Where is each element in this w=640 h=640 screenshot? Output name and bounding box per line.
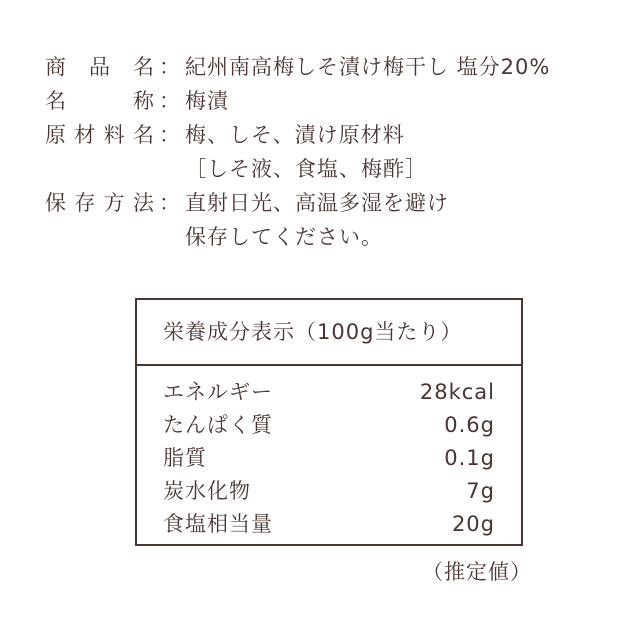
label-row-storage bbox=[45, 186, 605, 254]
nutrition-row-carbohydrate bbox=[163, 475, 495, 508]
nutrition-row-energy bbox=[163, 376, 495, 409]
label-row-name bbox=[45, 84, 605, 118]
value-line: ［しそ液、食塩、梅酢］ bbox=[185, 157, 427, 181]
key-char: 名 bbox=[132, 123, 155, 147]
label-value bbox=[185, 118, 605, 186]
label-value bbox=[185, 186, 605, 254]
value-line: 保存してください。 bbox=[185, 225, 383, 249]
key-char: 保 bbox=[45, 191, 67, 215]
label-value bbox=[185, 50, 605, 84]
key-char: 商 bbox=[45, 55, 67, 79]
key-char: 名 bbox=[133, 55, 155, 79]
nutrient-name: たんぱく質 bbox=[163, 413, 273, 437]
label-separator: ： bbox=[159, 55, 181, 79]
nutrient-value: 20g bbox=[451, 512, 495, 536]
key-char: 方 bbox=[103, 191, 126, 215]
label-value bbox=[185, 84, 605, 118]
label-separator: ： bbox=[159, 191, 181, 215]
key-char: 法 bbox=[132, 191, 155, 215]
label-key bbox=[45, 84, 155, 118]
product-label bbox=[45, 50, 605, 254]
nutrient-value: 0.6g bbox=[444, 413, 495, 437]
label-separator: ： bbox=[159, 123, 181, 147]
label-key bbox=[45, 50, 155, 84]
nutrition-items bbox=[137, 366, 521, 541]
nutrition-row-salt bbox=[163, 508, 495, 541]
nutrient-name: 脂質 bbox=[163, 446, 207, 470]
nutrient-value: 7g bbox=[466, 479, 495, 503]
nutrient-value: 28kcal bbox=[419, 380, 495, 404]
key-char: 材 bbox=[74, 123, 97, 147]
key-char: 料 bbox=[103, 123, 126, 147]
key-char: 称 bbox=[133, 89, 155, 113]
key-char: 原 bbox=[45, 123, 67, 147]
key-char: 名 bbox=[45, 89, 67, 113]
nutrient-name: エネルギー bbox=[163, 380, 273, 404]
value-line: 紀州南高梅しそ漬け梅干し 塩分20% bbox=[185, 55, 551, 79]
nutrition-table bbox=[135, 298, 523, 546]
value-line: 梅、しそ、漬け原材料 bbox=[185, 123, 405, 147]
nutrition-row-fat bbox=[163, 442, 495, 475]
key-char: 存 bbox=[74, 191, 97, 215]
estimate-footnote: （推定値） bbox=[422, 560, 532, 584]
nutrient-name: 炭水化物 bbox=[163, 479, 251, 503]
nutrition-title: 栄養成分表示（100g当たり） bbox=[137, 300, 521, 366]
label-row-product-name bbox=[45, 50, 605, 84]
label-key bbox=[45, 186, 155, 220]
label-key bbox=[45, 118, 155, 152]
nutrient-name: 食塩相当量 bbox=[163, 512, 273, 536]
nutrition-row-protein bbox=[163, 409, 495, 442]
value-line: 直射日光、高温多湿を避け bbox=[185, 191, 449, 215]
nutrient-value: 0.1g bbox=[444, 446, 495, 470]
value-line: 梅漬 bbox=[185, 89, 229, 113]
label-separator: ： bbox=[159, 89, 181, 113]
key-char: 品 bbox=[89, 55, 111, 79]
label-row-ingredients bbox=[45, 118, 605, 186]
